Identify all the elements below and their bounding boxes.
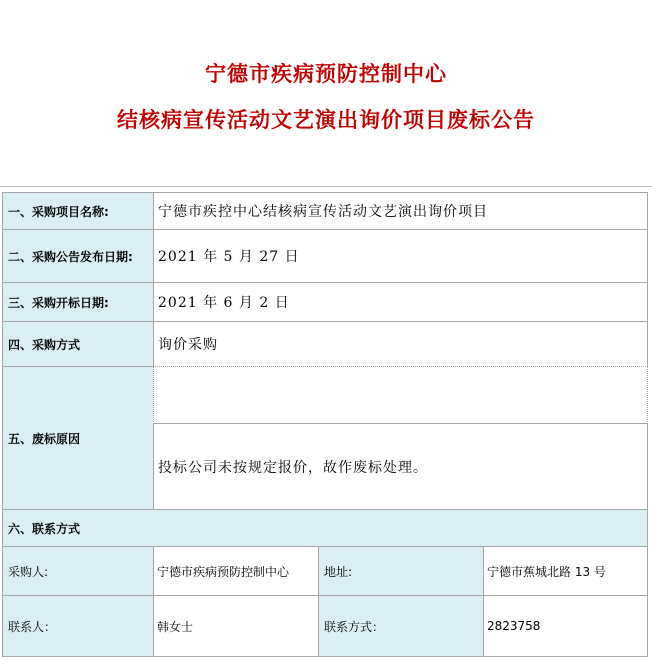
open-date-value: 2021 年 6 月 2 日 — [153, 282, 648, 322]
reason-value: 投标公司未按规定报价，故作废标处理。 — [153, 423, 648, 510]
method-value: 询价采购 — [153, 321, 648, 367]
buyer-label: 采购人: — [2, 546, 154, 596]
reason-blank-cell — [153, 366, 648, 424]
publish-date-value: 2021 年 5 月 27 日 — [153, 229, 648, 283]
reason-label: 五、废标原因 — [2, 366, 154, 510]
project-name-label: 一、采购项目名称: — [2, 192, 154, 230]
notice-title-line2: 结核病宣传活动文艺演出询价项目废标公告 — [117, 107, 535, 132]
address-label: 地址: — [318, 546, 484, 596]
notice-title-line1: 宁德市疾病预防控制中心 — [205, 61, 447, 86]
contact-phone-label: 联系方式： — [318, 595, 484, 657]
method-label: 四、采购方式 — [2, 321, 154, 367]
contact-phone-value: 2823758 — [483, 595, 648, 657]
publish-date-label: 二、采购公告发布日期: — [2, 229, 154, 283]
buyer-value: 宁德市疾病预防控制中心 — [153, 546, 319, 596]
contact-person-label: 联系人： — [2, 595, 154, 657]
open-date-label: 三、采购开标日期: — [2, 282, 154, 322]
contact-person-value: 韩女士 — [153, 595, 319, 657]
project-name-value: 宁德市疾控中心结核病宣传活动文艺演出询价项目 — [153, 192, 648, 230]
contact-section-label: 六、联系方式 — [2, 509, 648, 547]
address-value: 宁德市蕉城北路 13 号 — [483, 546, 648, 596]
